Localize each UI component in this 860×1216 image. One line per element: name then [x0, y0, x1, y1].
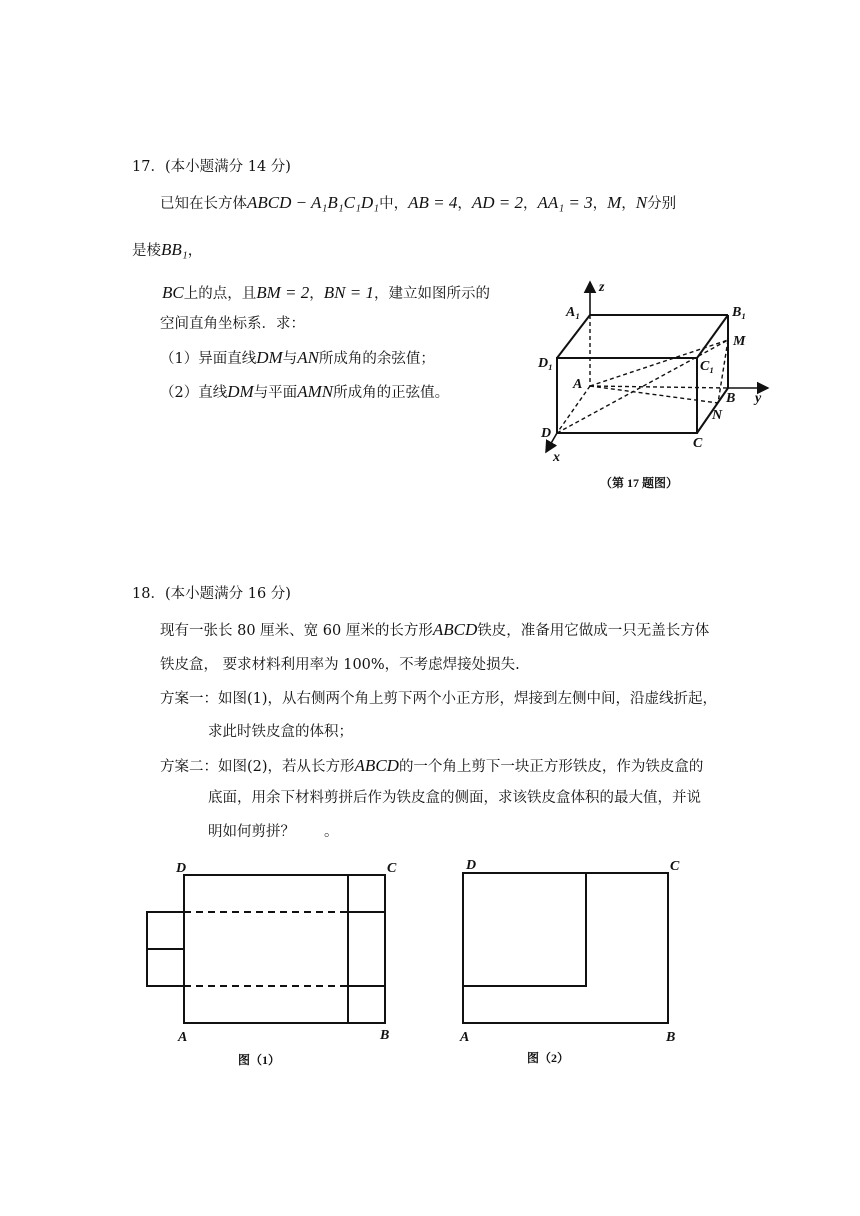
math-abcd: ABCD — [432, 620, 478, 639]
math-abcd: ABCD — [354, 756, 399, 775]
math-m: M — [607, 193, 622, 212]
text: 是棱 — [132, 243, 161, 259]
text: 与 — [282, 351, 298, 367]
text: 分别 — [647, 196, 677, 212]
math-n: N — [635, 193, 648, 212]
text: 中， — [379, 196, 409, 212]
hidden-edge-a-d — [557, 386, 590, 433]
text: 与平面 — [253, 385, 298, 401]
problem-18-heading: 18．(本小题满分 16 分) — [132, 586, 291, 602]
text: 方案二：如图(2)，若从长方形 — [160, 759, 355, 775]
figure-2-sheet — [455, 852, 695, 1072]
text: 的一个角上剪下一块正方形铁皮，作为铁皮盒的 — [398, 759, 704, 775]
label-d1: D₁ — [538, 356, 553, 371]
figure-17-cuboid — [530, 276, 780, 496]
label-b: B — [380, 1028, 390, 1043]
figure-17-caption: （第 17 题图） — [600, 476, 679, 490]
math-an: AN — [297, 348, 319, 367]
plan-2-line-2: 底面，用余下材料剪拼后作为铁皮盒的侧面，求该铁皮盒体积的最大值，并说 — [208, 790, 701, 806]
math-ab: AB = 4 — [408, 193, 458, 212]
label-d: D — [466, 858, 477, 873]
edge-b1-c1 — [697, 315, 728, 358]
label-x: x — [553, 450, 560, 465]
label-a: A — [178, 1030, 188, 1045]
problem-17-line-1: 已知在长方体ABCD − A₁B₁C₁D₁中，AB = 4，AD = 2，AA₁ = 3，M，N分别 — [160, 193, 677, 212]
label-c: C — [670, 859, 680, 874]
math-bm: BM = 2 — [256, 283, 310, 302]
math-bb1: BB₁ — [161, 240, 188, 259]
plan-2-line-1 — [160, 756, 703, 777]
plan-2-line-3: 明如何剪拼？ 。 — [208, 824, 339, 840]
label-c1: C₁ — [700, 359, 715, 374]
problem-17-line-2 — [132, 240, 202, 261]
label-c: C — [693, 436, 703, 451]
text: （1）异面直线 — [160, 351, 257, 367]
text: 铁皮，准备用它做成一只无盖长方体 — [477, 623, 710, 639]
text: ， — [187, 243, 203, 259]
label-y: y — [755, 391, 762, 406]
label-b1: B₁ — [732, 305, 747, 320]
problem-18-line-1 — [160, 620, 709, 641]
figure-1-net — [140, 852, 410, 1072]
sheet-outline — [184, 875, 385, 1023]
segment-an — [590, 386, 718, 403]
label-a: A — [460, 1030, 470, 1045]
text: 所成角的余弦值； — [318, 351, 435, 367]
label-b: B — [666, 1030, 676, 1045]
math-cuboid: ABCD − A₁B₁C₁D₁ — [247, 193, 380, 212]
hidden-edge-a-b — [590, 386, 728, 388]
label-c: C — [387, 861, 397, 876]
math-dm: DM — [227, 382, 254, 401]
problem-18-line-2: 铁皮盒， 要求材料利用率为 100%，不考虑焊接处损失. — [160, 657, 520, 673]
problem-17-line-3: BC上的点，且BM = 2，BN = 1，建立如图所示的 — [162, 283, 490, 302]
text: 上的点，且 — [183, 286, 257, 302]
math-bc: BC — [162, 283, 184, 302]
label-a: A — [573, 377, 583, 392]
math-amn: AMN — [297, 382, 334, 401]
plan-1-line-1: 方案一：如图(1)，从右侧两个角上剪下两个小正方形，焊接到左侧中间，沿虚线折起， — [160, 691, 718, 707]
math-ad: AD = 2 — [471, 193, 523, 212]
sheet-outline — [463, 873, 668, 1023]
problem-17-question-2 — [160, 382, 449, 403]
label-n: N — [712, 408, 723, 423]
label-z: z — [599, 280, 605, 295]
figure-2-caption: 图（2） — [527, 1051, 570, 1065]
math-dm: DM — [256, 348, 283, 367]
problem-17-line-4: 空间直角坐标系．求： — [160, 316, 305, 332]
text: 已知在长方体 — [160, 196, 247, 212]
label-d: D — [541, 426, 552, 441]
label-a1: A₁ — [566, 305, 581, 320]
label-b: B — [726, 391, 736, 406]
figure-1-caption: 图（1） — [238, 1053, 281, 1067]
text: 现有一张长 80 厘米、宽 60 厘米的长方形 — [160, 623, 433, 639]
problem-17-question-1 — [160, 348, 435, 369]
text: 所成角的正弦值。 — [333, 385, 450, 401]
text: ，建立如图所示的 — [373, 286, 490, 302]
plan-1-line-2: 求此时铁皮盒的体积； — [208, 724, 353, 740]
text: （2）直线 — [160, 385, 228, 401]
edge-a1-d1 — [557, 315, 590, 358]
label-d: D — [176, 861, 187, 876]
problem-17-heading: 17．(本小题满分 14 分) — [132, 159, 291, 175]
label-m: M — [733, 334, 746, 349]
square-base — [463, 873, 586, 986]
math-bn: BN = 1 — [323, 283, 374, 302]
math-aa1: AA₁ = 3 — [537, 193, 593, 212]
